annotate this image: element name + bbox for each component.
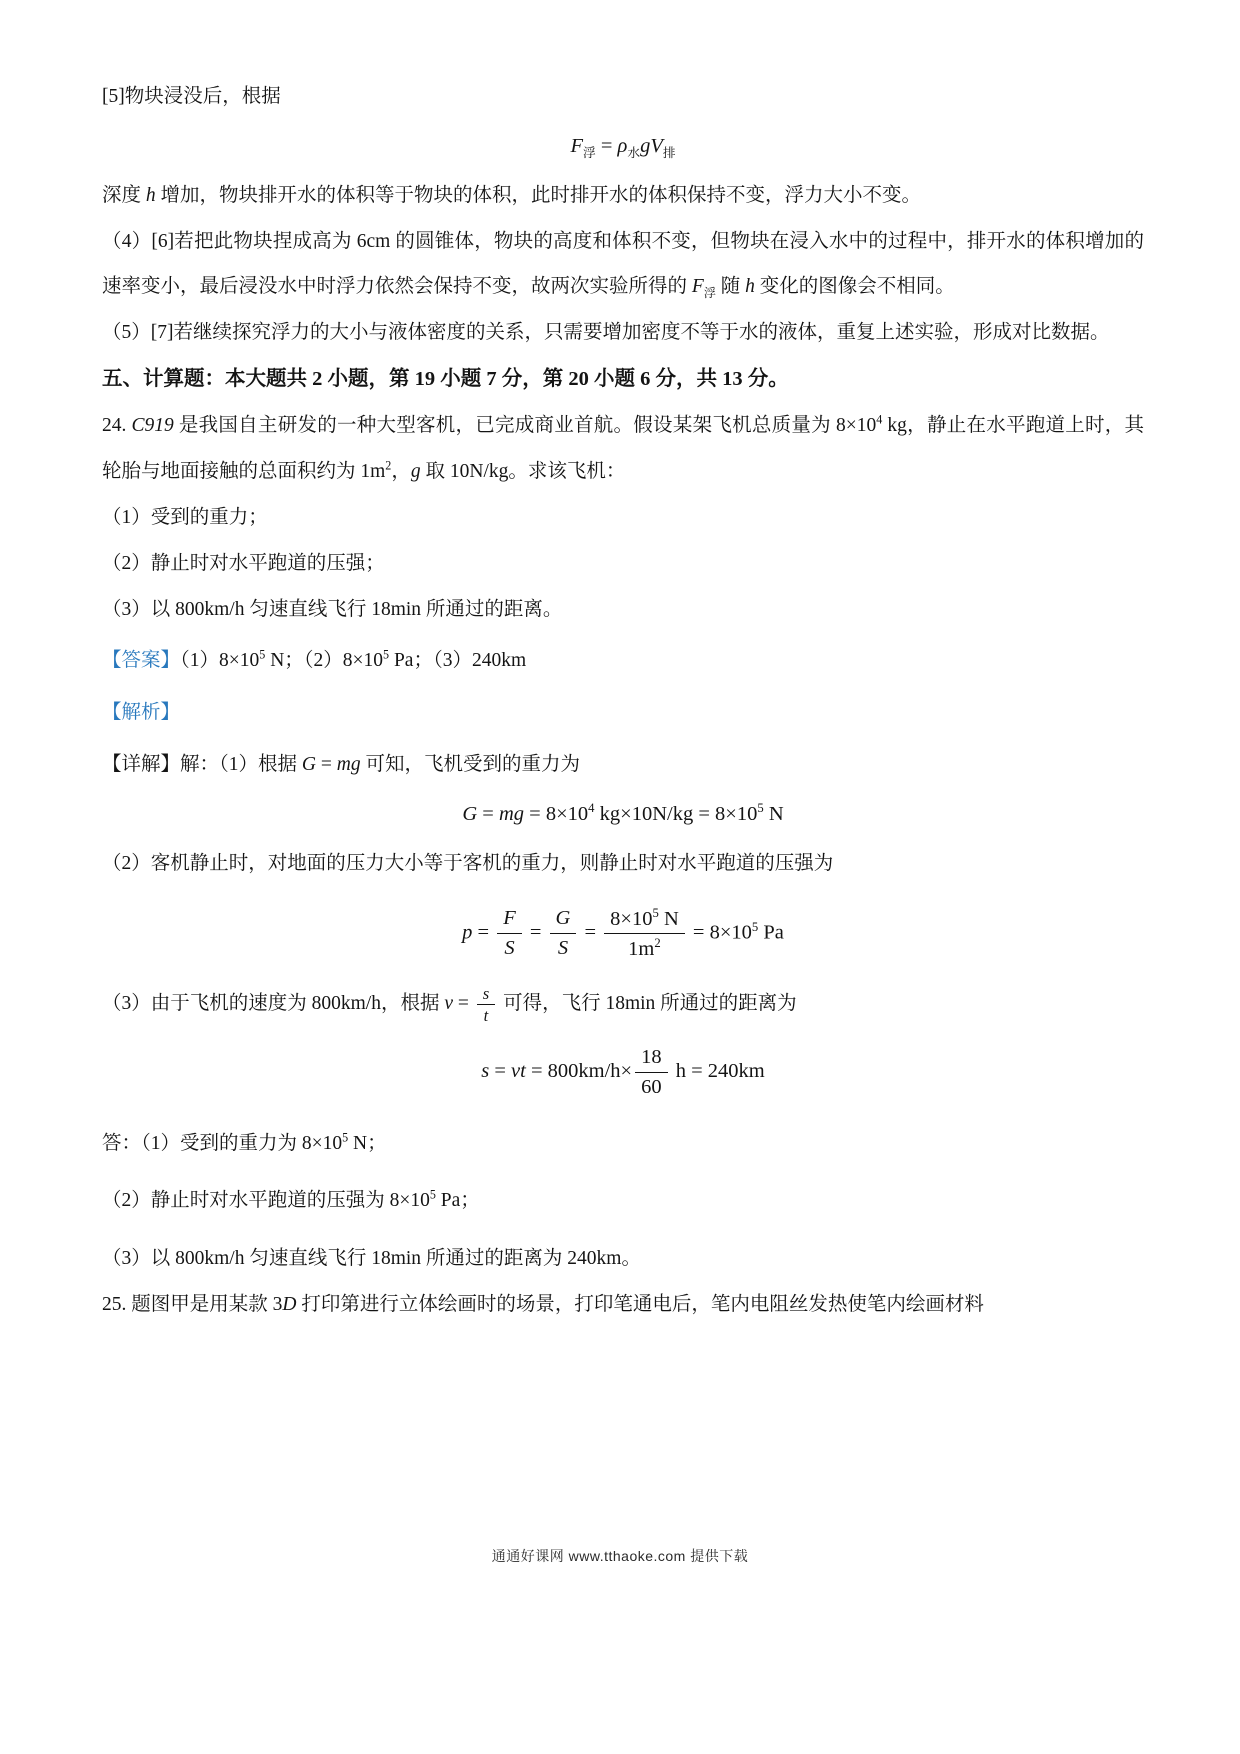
text-run: h = 240km — [670, 1060, 765, 1083]
superscript: 5 — [751, 919, 759, 934]
text-run: （2）静止时对水平跑道的压强； — [102, 552, 385, 574]
superscript: 5 — [342, 1130, 349, 1145]
text-run: 深度 — [102, 184, 146, 206]
paragraph-answer — [102, 638, 1144, 684]
superscript: 4 — [876, 412, 883, 427]
superscript: 2 — [654, 936, 661, 951]
fraction-denominator: t — [483, 1005, 489, 1025]
paragraph-detail-intro — [102, 742, 1144, 788]
text-run: 可得，飞行 18min 所通过的距离为 — [498, 992, 797, 1014]
footer-text: 通通好课网 www.tthaoke.com 提供下载 — [491, 1548, 749, 1564]
fraction-numerator: G — [550, 905, 577, 934]
text-run: （2）静止时对水平跑道的压强为 8×10 — [102, 1190, 430, 1212]
text-run: 解：（1）根据 — [180, 753, 302, 775]
text-run: kg，静止在水平跑道上时，其轮胎与地面接触的总面积约为 1m — [102, 415, 1145, 483]
math-op: = — [477, 802, 499, 825]
superscript: 4 — [588, 800, 595, 815]
superscript: 5 — [652, 905, 659, 920]
text-run: 随 — [715, 276, 746, 298]
text-run: kg×10N/kg = 8×10 — [594, 802, 758, 825]
fraction-numerator — [604, 905, 685, 934]
fraction-values — [604, 905, 685, 963]
detail-label: 【详解】 — [102, 753, 181, 775]
paragraph-q24-item2 — [102, 541, 1144, 587]
superscript: 5 — [383, 647, 390, 662]
text-run: [5]物块浸没后，根据 — [102, 86, 281, 107]
text-run: Pa； — [435, 1190, 480, 1212]
subscript-pai: 排 — [662, 145, 676, 160]
analysis-label: 【解析】 — [102, 702, 181, 724]
answer-label: 【答案】 — [102, 650, 181, 672]
fraction-denominator — [604, 934, 685, 962]
text-run: 打印第进行立体绘画时的场景，打印笔通电后，笔内电阻丝发热使笔内绘画材料 — [296, 1294, 984, 1316]
math-var-F: F — [691, 276, 704, 298]
text-run: 取 10N/kg。求该飞机： — [420, 461, 626, 483]
superscript: 5 — [757, 800, 764, 815]
text-run: Pa — [758, 921, 784, 944]
paragraph-final-answer-2 — [102, 1178, 1144, 1224]
fraction-numerator: 18 — [635, 1044, 668, 1073]
math-op: = — [472, 921, 495, 944]
formula-pressure — [102, 897, 1144, 971]
text-run: ， — [391, 461, 411, 483]
text-run: 8×10 — [709, 921, 752, 944]
math-var-gV: gV — [640, 134, 663, 157]
math-op: = — [524, 921, 547, 944]
text-run: N；（2）8×10 — [265, 650, 384, 672]
math-var-s: s — [481, 1060, 490, 1083]
math-var-h: h — [145, 184, 156, 206]
paragraph-q24-part3-solution — [102, 981, 1144, 1027]
math-op: = — [579, 921, 602, 944]
formula-distance — [102, 1036, 1144, 1108]
paragraph-analysis — [102, 690, 1144, 736]
paragraph-final-answer-3 — [102, 1236, 1144, 1282]
text-run: 增加，物块排开水的体积等于物块的体积，此时排开水的体积保持不变，浮力大小不变。 — [155, 184, 922, 206]
math-op: = — [595, 134, 618, 157]
fraction-F-S — [497, 905, 522, 961]
paragraph-5-intro — [102, 74, 1144, 120]
paragraph-4 — [102, 219, 1144, 311]
math-var-v: v — [444, 992, 453, 1014]
math-var-D: D — [282, 1294, 297, 1316]
fraction-G-S — [550, 905, 577, 961]
text-run: （3）由于飞机的速度为 800km/h，根据 — [102, 992, 445, 1014]
math-var-F: F — [570, 134, 583, 157]
fraction-s-t — [477, 984, 495, 1025]
text-run: 25. 题图甲是用某款 3 — [102, 1294, 283, 1316]
math-var-G: G — [301, 753, 316, 775]
formula-gravity — [102, 793, 1144, 836]
fraction-denominator: S — [557, 937, 569, 960]
text-run: （3）以 800km/h 匀速直线飞行 18min 所通过的距离为 240km。 — [102, 1248, 641, 1270]
section-heading-calculation — [102, 356, 1144, 403]
text-run: N； — [348, 1132, 387, 1154]
page-footer — [0, 1546, 1240, 1566]
superscript: 5 — [429, 1187, 436, 1202]
fraction-denominator: S — [504, 937, 515, 960]
text-run: = 800km/h× — [525, 1060, 633, 1083]
text-run: N — [658, 907, 679, 930]
math-var-rho: ρ — [617, 134, 628, 157]
text-run: （1）受到的重力； — [102, 506, 268, 528]
subscript-fu: 浮 — [703, 286, 716, 301]
math-var-g: g — [410, 461, 421, 483]
paragraph-q24-item1 — [102, 495, 1144, 541]
math-var-vt: vt — [511, 1060, 526, 1083]
text-run: 答：（1）受到的重力为 8×10 — [102, 1132, 343, 1154]
text-run: N — [763, 802, 784, 825]
superscript: 2 — [385, 458, 392, 473]
paragraph-final-answer-1 — [102, 1121, 1144, 1167]
math-op: = — [453, 992, 474, 1014]
math-var-mg: mg — [498, 802, 525, 825]
math-var-c919: C919 — [131, 415, 174, 437]
text-run: （5）[7]若继续探究浮力的大小与液体密度的关系，只需要增加密度不等于水的液体，重复上述实验，形成对比数据。 — [102, 322, 1110, 344]
paragraph-q25-intro — [102, 1282, 1144, 1328]
text-run: 8×10 — [610, 907, 653, 930]
math-op: = — [687, 921, 710, 944]
fraction-denominator: 60 — [641, 1076, 662, 1098]
fraction-numerator: F — [497, 905, 522, 934]
math-op: = — [489, 1060, 512, 1083]
subscript-fu: 浮 — [582, 145, 596, 160]
paragraph-5b — [102, 310, 1144, 356]
fraction-numerator: s — [477, 984, 495, 1005]
math-var-p: p — [462, 921, 473, 944]
text-run: 1m — [628, 937, 655, 960]
text-run: 变化的图像会不相同。 — [754, 276, 955, 298]
heading-text: 五、计算题：本大题共 2 小题，第 19 小题 7 分，第 20 小题 6 分，共 13 分。 — [102, 368, 789, 391]
paragraph-q24-part2 — [102, 841, 1144, 887]
text-run: Pa；（3）240km — [389, 650, 527, 672]
text-run: 是我国自主研发的一种大型客机，已完成商业首航。假设某架飞机总质量为 8×10 — [173, 415, 877, 437]
subscript-shui: 水 — [627, 145, 641, 160]
text-run: = 8×10 — [524, 802, 589, 825]
text-run: （1）8×10 — [180, 650, 260, 672]
superscript: 5 — [259, 647, 266, 662]
question-number: 24. — [102, 415, 132, 437]
text-run: （2）客机静止时，对地面的压力大小等于客机的重力，则静止时对水平跑道的压强为 — [102, 852, 834, 874]
paragraph-depth — [102, 173, 1144, 219]
math-var-G: G — [462, 802, 478, 825]
fraction-18-60 — [635, 1044, 668, 1100]
math-op: = — [316, 753, 337, 775]
paragraph-q24-intro — [102, 403, 1144, 495]
formula-buoyancy — [102, 125, 1144, 168]
math-var-mg: mg — [336, 753, 361, 775]
text-run: （3）以 800km/h 匀速直线飞行 18min 所通过的距离。 — [102, 598, 563, 620]
math-var-h: h — [745, 276, 755, 298]
text-run: 可知，飞机受到的重力为 — [360, 753, 580, 775]
text-run: （4）[6]若把此物块捏成高为 6cm 的圆锥体，物块的高度和体积不变，但物块在浸入水中的过程中，排开水的体积增加的速率变小，最后浸没水中时浮力依然会保持不变，故两次实验所得的 — [102, 230, 1144, 298]
paragraph-q24-item3 — [102, 587, 1144, 633]
